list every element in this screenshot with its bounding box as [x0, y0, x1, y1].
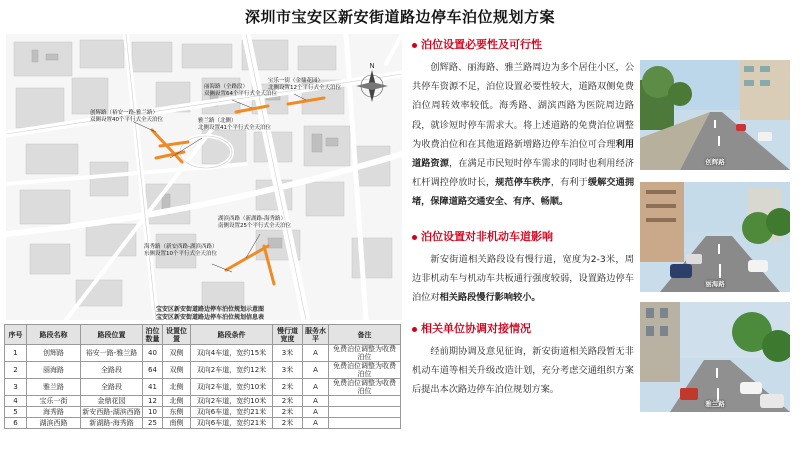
map-annotation: 丽海路（全路段） 双侧设置64个平行式全天泊位: [204, 84, 277, 97]
table-header-row: [5, 325, 401, 345]
map-annotation: 湖滨西路（新湖路-海秀路） 南侧设置25个平行式全天泊位: [218, 216, 291, 229]
table-cell: 4: [5, 396, 27, 407]
table-cell: 2米: [273, 418, 303, 429]
table-cell: 双向6车道，宽约21米: [191, 418, 273, 429]
table-cell: 丽海路: [27, 362, 81, 379]
parking-info-table: [4, 324, 401, 429]
table-row: [5, 345, 401, 362]
table-cell: A: [303, 396, 329, 407]
table-cell: 3米: [273, 345, 303, 362]
table-cell: 双向6车道，宽约21米: [191, 407, 273, 418]
table-cell: 3: [5, 379, 27, 396]
section-necessity: [412, 38, 634, 230]
table-cell: A: [303, 345, 329, 362]
table-cell: 2: [5, 362, 27, 379]
section-title: 泊位设置必要性及可行性: [412, 38, 634, 52]
table-cell: 湖滨西路: [27, 418, 81, 429]
table-cell: [329, 407, 401, 418]
column-header: 路段位置: [81, 325, 143, 345]
table-cell: 双向2车道，宽约12米: [191, 362, 273, 379]
table-cell: 南侧: [163, 418, 191, 429]
section-bike-lane-impact: [412, 230, 634, 322]
column-header: 服务水平: [303, 325, 329, 345]
table-cell: 41: [143, 379, 163, 396]
column-header: 路段名称: [27, 325, 81, 345]
table-cell: A: [303, 418, 329, 429]
table-cell: 12: [143, 396, 163, 407]
photo-label: 雅兰路: [705, 400, 725, 408]
table-cell: A: [303, 379, 329, 396]
table-cell: 全路段: [81, 362, 143, 379]
table-cell: 新湖路-海秀路: [81, 418, 143, 429]
table-row: [5, 379, 401, 396]
table-cell: 1: [5, 345, 27, 362]
table-cell: 2米: [273, 379, 303, 396]
table-cell: 25: [143, 418, 163, 429]
table-cell: 3米: [273, 362, 303, 379]
map-caption: 宝安区新安街道路边停车泊位规划示意图 宝安区新安街道路边停车泊位规划信息表: [155, 306, 264, 321]
table-cell: A: [303, 407, 329, 418]
table-cell: 2米: [273, 396, 303, 407]
text-column: [412, 38, 634, 400]
table-cell: 双向2车道，宽约10米: [191, 396, 273, 407]
table-cell: 5: [5, 407, 27, 418]
section-title: 泊位设置对非机动车道影响: [412, 230, 634, 244]
table-cell: 金鼎花园: [81, 396, 143, 407]
map-annotation: 宝乐一街（金鼎花园） 北侧设置12个平行式全天泊位: [268, 78, 341, 91]
table-cell: 10: [143, 407, 163, 418]
table-cell: 双向4车道，宽约15米: [191, 345, 273, 362]
table-cell: 雅兰路: [27, 379, 81, 396]
column-header: 慢行道宽度: [273, 325, 303, 345]
table-cell: 64: [143, 362, 163, 379]
street-photo: [640, 60, 790, 170]
table-cell: 双向2车道，宽约10米: [191, 379, 273, 396]
section-title: 相关单位协调对接情况: [412, 322, 634, 336]
table-cell: 40: [143, 345, 163, 362]
table-cell: 裕安一路-雅兰路: [81, 345, 143, 362]
table-cell: 免费泊位调整为收费泊位: [329, 345, 401, 362]
table-cell: 全路段: [81, 379, 143, 396]
table-cell: 东侧: [163, 407, 191, 418]
table-cell: 新安西路-湖滨西路: [82, 408, 141, 416]
table-cell: [329, 418, 401, 429]
table-cell: 宝乐一街: [27, 396, 81, 407]
map-annotation: 海秀路（新安西路-湖滨西路） 东侧设置10个平行式全天泊位: [144, 244, 218, 257]
column-header: 设置位置: [163, 325, 191, 345]
table-cell: 创辉路: [27, 345, 81, 362]
street-photo: [640, 182, 790, 292]
table-cell: 6: [5, 418, 27, 429]
table-cell: 北侧: [163, 396, 191, 407]
table-cell: 2米: [273, 407, 303, 418]
table-cell: A: [303, 362, 329, 379]
section-body: 经前期协调及意见征询，新安街道相关路段暂无非机动车道等相关升级改造计划，充分考虑交通组织方案后提出本次路边停车泊位规划方案。: [412, 346, 634, 396]
table-row: [5, 418, 401, 429]
table-cell: 双侧: [163, 362, 191, 379]
table-row: [5, 396, 401, 407]
table-cell: 免费泊位调整为收费泊位: [329, 379, 401, 396]
table-cell: 海秀路: [27, 407, 81, 418]
table-row: [5, 407, 401, 418]
section-body: 新安街道相关路段设有慢行道，宽度为2-3米，周边非机动车与机动车共板通行强度较弱，设置路边停车泊位对相关路段慢行影响较小。: [412, 254, 634, 304]
photo-label: 创辉路: [705, 158, 725, 166]
compass-label: N: [369, 63, 375, 70]
table-row: [5, 362, 401, 379]
column-header: 泊位数量: [143, 325, 163, 345]
table-cell: 双侧: [163, 345, 191, 362]
planning-map: [6, 34, 402, 320]
column-header: 备注: [329, 325, 401, 345]
table-cell: [329, 396, 401, 407]
section-coordination: [412, 322, 634, 400]
map-annotation: 创辉路（裕安一路-雅兰路） 双侧设置40个平行式全天泊位: [90, 110, 163, 123]
map-annotation: 雅兰路（北侧） 北侧设置41个平行式全天泊位: [198, 118, 271, 131]
table-cell: 北侧: [163, 379, 191, 396]
page-title: 深圳市宝安区新安街道路边停车泊位规划方案: [244, 8, 555, 26]
map-drawing: [6, 34, 402, 320]
photo-label: 丽海路: [705, 280, 725, 288]
street-photo: [640, 302, 790, 412]
column-header: 路段条件: [191, 325, 273, 345]
column-header: 序号: [5, 325, 27, 345]
section-body: 创辉路、丽海路、雅兰路周边为多个居住小区，公共停车资源不足，泊位设置必要性较大，道路双侧免费泊位周转效率较低。海秀路、湖滨西路为医院周边路段，就诊短时停车需求大。将上述道路的免费泊位调整为收费泊位和在其他道路新增路边停车泊位可合理利用道路资源，在满足市民短时停车需求的同时也利用经济杠杆调控停放时长，规范停车秩序，有利于缓解交通拥堵，保障道路交通安全、有序、畅顺。: [412, 62, 635, 208]
table-cell: 免费泊位调整为收费泊位: [329, 362, 401, 379]
